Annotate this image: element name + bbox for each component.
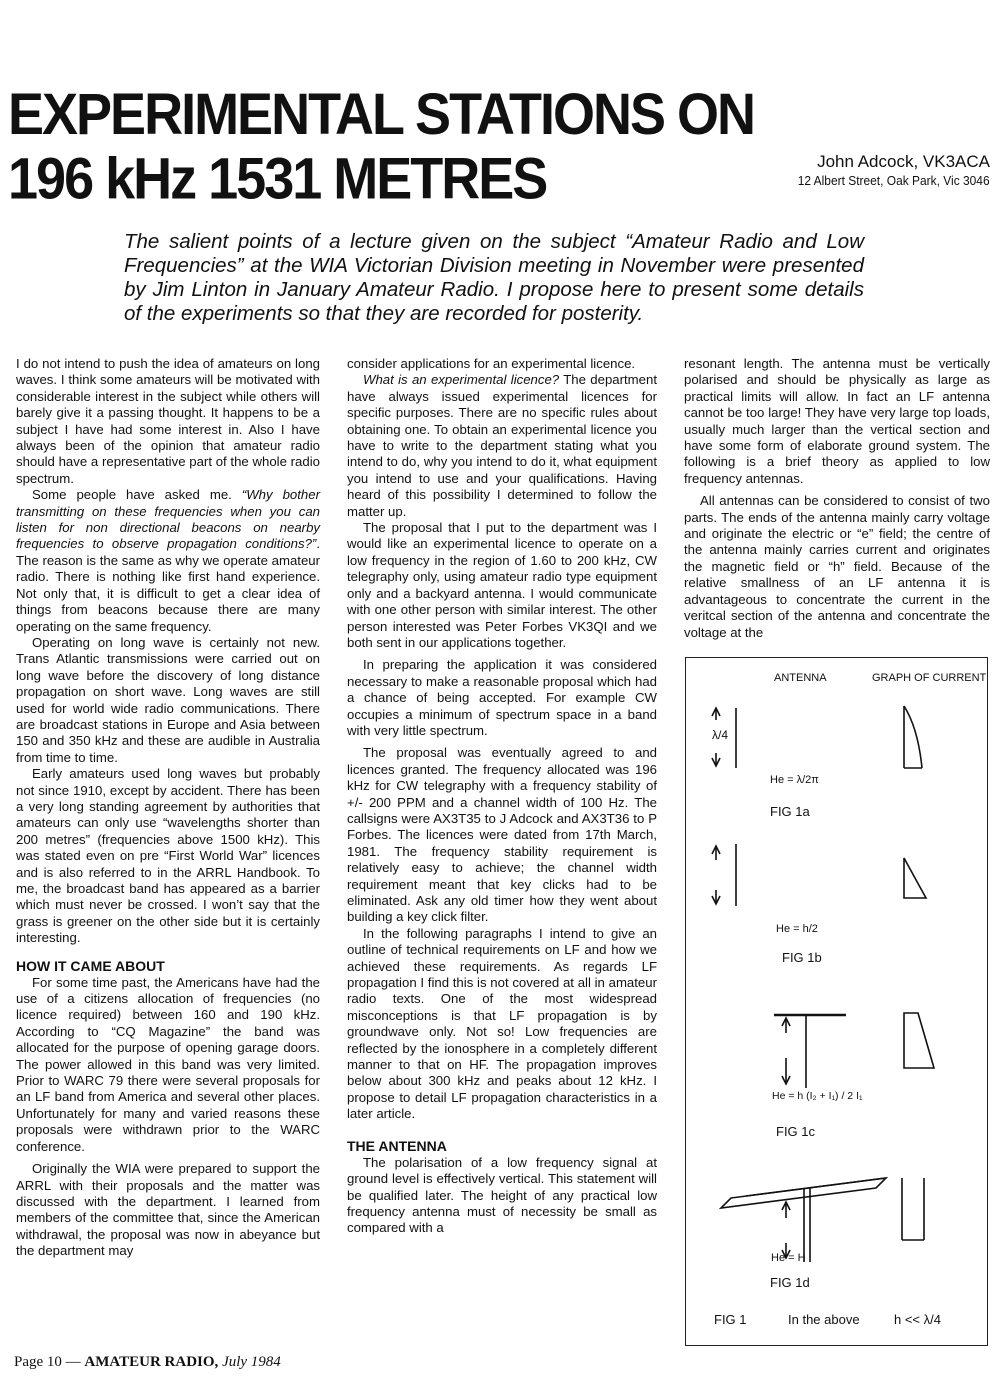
title-line-2: 196 kHz 1531 METRES xyxy=(8,146,547,212)
paragraph xyxy=(347,372,657,520)
lambda-over-4: λ/4 xyxy=(712,728,729,742)
paragraph: For some time past, the Americans have had the use of a citizens allocation of frequencies (no licence required) between 160 and 190 kHz. According to “CQ Magazine” the band was allocated for the purpose of opening garage doors. The power allowed in this band was very limited. Prior to WARC 79 there were several proposals for an LF band from America and several other places. Unfortunately for many and varied reasons these proposals were withdrawn prior to the WARC conference. xyxy=(16,974,320,1154)
footer-date: July 1984 xyxy=(218,1354,281,1370)
title-line-1: EXPERIMENTAL STATIONS ON xyxy=(8,82,755,147)
label-graph-of-current: GRAPH OF CURRENT xyxy=(872,672,987,684)
author-block xyxy=(781,152,990,190)
he-1c: He = h (I₂ + I₁) / 2 I₁ xyxy=(772,1090,863,1102)
current-graph-1b xyxy=(904,858,926,898)
figure-caption-text: In the above xyxy=(788,1312,860,1327)
column-2 xyxy=(347,356,657,1237)
intro-paragraph: The salient points of a lecture given on the subject “Amateur Radio and Low Frequencies” at the WIA Victorian Division meeting in November were presented by Jim Linton in January Amateur Radio. I propose here to present some details of the experiments so that they are recorded for posterity. xyxy=(124,230,864,325)
paragraph: consider applications for an experimental licence. xyxy=(347,356,636,371)
author-address: 12 Albert Street, Oak Park, Vic 3046 xyxy=(798,173,990,188)
page-footer xyxy=(14,1354,281,1371)
fig-1b-label: FIG 1b xyxy=(782,950,822,965)
he-1d: He = H xyxy=(771,1252,806,1264)
paragraph: In preparing the application it was considered necessary to make a reasonable proposal which had a chance of being accepted. For example CW occupies a minimum of spectrum space in a band with very little spectrum. xyxy=(347,657,657,738)
text-run: . The reason is the same as why we operate amateur radio. There is nothing like first hand experience. Not only that, it is difficult to get a clear idea of things from beacons because there are many operating on the same frequency. xyxy=(16,536,320,634)
paragraph: The proposal was eventually agreed to and licences granted. The frequency allocated was 196 kHz for CW telegraphy with a frequency stability of +/- 200 PPM and a channel width of 100 Hz. The callsigns were AX3T35 to J Adcock and AX3T36 to P Forbes. The licences were dated from 17th March, 1981. The frequency stability requirement is relatively easy to achieve; the channel width requirement meant that key clicks had to be eliminated. Ask any old timer how they went about building a key click filter. xyxy=(347,745,657,925)
column-1 xyxy=(16,356,320,1260)
paragraph: The proposal that I put to the department was I would like an experimental licence to operate on a low frequency in the region of 1.60 to 200 kHz, CW telegraphy only, using amateur radio type equipment only and a backyard antenna. I would communicate with one other person with similar interest. The other person interested was Peter Forbes VK3QI and we both sent in our applications together. xyxy=(347,520,657,650)
figure-caption-number: FIG 1 xyxy=(714,1312,747,1327)
paragraph: Early amateurs used long waves but probably not since 1910, except by accident. There has been a very long standing agreement by authorities that amateurs can only use “wavelengths shorter than 200 metres” (frequencies above 1500 kHz). This was stated even on pre “First World War” licences and is also referred to in the ARRL Handbook. To me, the broadcast band has appeared as a barrier which must never be crossed. I won’t say that the grass is greener on the other side but it is certainly interesting. xyxy=(16,766,320,946)
italic-quote: “Why bother transmitting on these frequencies when you can listen for non directional beacons on nearby frequencies to observe propagation conditions?” xyxy=(16,487,320,552)
italic-question: What is an experimental licence? xyxy=(363,372,560,388)
text-run: Some people have asked me. xyxy=(32,487,242,503)
fig-1d-label: FIG 1d xyxy=(770,1275,810,1290)
section-heading: HOW IT CAME ABOUT xyxy=(16,957,165,974)
paragraph: I do not intend to push the idea of amateurs on long waves. I think some amateurs will be motivated with considerable interest in the subject while others will barely give it a passing thought. It happens to be a subject I have had some interest in. Also I have always been of the opinion that amateur radio should have a representative part of the whole radio spectrum. xyxy=(16,356,320,486)
paragraph: Originally the WIA were prepared to support the ARRL with their proposals and the matter was discussed with the department. I learned from members of the committee that, since the American withdrawal, the proposal was now in abeyance but the department may xyxy=(16,1161,320,1259)
footer-magazine: AMATEUR RADIO, xyxy=(84,1354,219,1370)
paragraph xyxy=(16,487,320,635)
label-antenna: ANTENNA xyxy=(774,672,827,684)
paragraph: Operating on long wave is certainly not new. Trans Atlantic transmissions were carried out on long wave before the discovery of long distance propagation on short wave. Long waves are still used for world wide radio communications. There are broadcast stations in Europe and Asia between 150 and 350 kHz and these are audible in Australia from time to time. xyxy=(16,634,320,765)
figure-caption-condition: h << λ/4 xyxy=(894,1312,941,1327)
figure-1 xyxy=(685,657,988,1346)
column-3 xyxy=(684,356,990,641)
text-run: The department have always issued experimental licences for specific purposes. There are no specific rules about obtaining one. To obtain an experimental licence you have to write to the department stating what you intend to do, why you intend to do it, what equipment you intend to use and your qualifications. Having heard of this possibility I determined to follow the matter up. xyxy=(347,372,657,519)
paragraph: resonant length. The antenna must be vertically polarised and should be physically as large as practical limits will allow. In fact an LF antenna cannot be too large! They have very large top loads, usually much larger than the vertical section and have some form of elaborate ground system. The following is a brief theory as applied to low frequency antennas. xyxy=(684,356,990,486)
section-heading: THE ANTENNA xyxy=(347,1137,447,1154)
he-1b: He = h/2 xyxy=(776,923,818,935)
antenna-diagrams xyxy=(686,658,989,1347)
paragraph: All antennas can be considered to consist of two parts. The ends of the antenna mainly carry voltage and originate the electric or “e” field; the centre of the antenna mainly carries current and originates the magnetic field or “h” field. Because of the relative smallness of an LF antenna it is advantageous to concentrate the current in the veritcal section of the antenna and concentrate the voltage at the xyxy=(684,493,990,640)
fig-1a-label: FIG 1a xyxy=(770,804,810,819)
article-title xyxy=(8,82,768,212)
paragraph: In the following paragraphs I intend to give an outline of technical requirements on LF and how we achieved these requirements. As regards LF propagation I find this is not covered at all in amateur radio texts. One of the most widespread misconceptions is that LF propagation is by groundwave only. Not so! Low frequencies are reflected by the ionosphere in a completely different manner to that on HF. The propagation improves below about 300 kHz and peaks about 12 kHz. I propose to detail LF propagation characteristics in a later article. xyxy=(347,925,657,1122)
footer-page: Page 10 — xyxy=(14,1354,85,1370)
he-1a: He = λ/2π xyxy=(770,774,819,786)
fig-1c-label: FIG 1c xyxy=(776,1124,816,1139)
current-graph-1c xyxy=(904,1013,934,1068)
paragraph: The polarisation of a low frequency signal at ground level is effectively vertical. This statement will be qualified later. The height of any practical low frequency antenna must of necessity be small as compared with a xyxy=(347,1154,657,1236)
author-name: John Adcock, VK3ACA xyxy=(817,152,990,171)
